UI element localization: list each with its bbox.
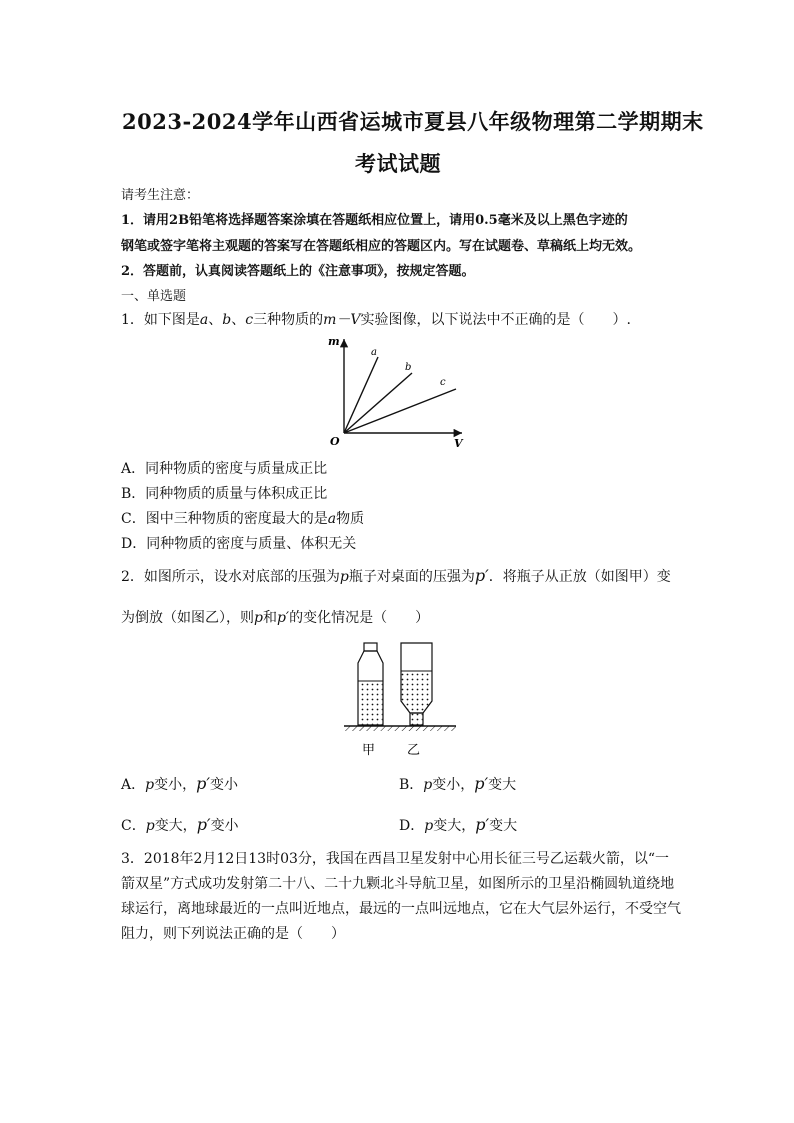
q1-option-b: B．同种物质的质量与体积成正比 <box>121 486 328 502</box>
q1-option-a: A．同种物质的密度与质量成正比 <box>121 461 328 477</box>
q1-graph-origin: O <box>330 435 340 448</box>
q2-opt-a-post: 变小 <box>209 777 238 793</box>
q2-bottle-yi <box>401 643 432 725</box>
q1-graph-label-b: b <box>405 362 412 373</box>
q2-opt-b-p: p <box>423 777 433 793</box>
q2-stem-line1 <box>121 566 671 586</box>
q2-option-a <box>121 774 238 794</box>
q1-sep1: 、 <box>208 312 223 328</box>
q2-opt-c-pp: p′ <box>196 815 211 834</box>
section-title: 一、单选题 <box>121 289 187 304</box>
q1-line-b <box>344 373 412 433</box>
q2-opt-b-pp: p′ <box>474 774 489 793</box>
q1-sep2: 、 <box>231 312 246 328</box>
q3-line4: 阻力，则下列说法正确的是（ ） <box>121 926 345 942</box>
q2-option-d <box>399 815 517 835</box>
q2-opt-a-p: p <box>145 777 155 793</box>
q2-line2-c: 的变化情况是（ ） <box>289 610 430 626</box>
q1-mv-graph <box>322 333 472 448</box>
q1-formula: m－V <box>323 312 361 328</box>
q2-option-b <box>399 774 516 794</box>
q2-opt-a-pp: p′ <box>196 774 210 793</box>
q2-opt-a-mid: 变小， <box>154 777 197 793</box>
q1-graph-label-a: a <box>371 347 377 358</box>
q2-opt-d-pp: p′ <box>475 815 490 834</box>
q2-opt-d-pre: D． <box>399 818 425 834</box>
q2-opt-a-pre: A． <box>121 777 146 793</box>
q3-line3: 球运行，离地球最近的一点叫近地点，最远的一点叫远地点，它在大气层外运行，不受空气 <box>121 901 681 917</box>
q2-opt-c-p: p <box>145 818 155 834</box>
q1-graph-label-c: c <box>440 377 446 388</box>
q1-option-c-post: 物质 <box>336 511 365 527</box>
q1-stem-a: 1．如下图是 <box>121 312 200 328</box>
q2-line2-pp: p′ <box>276 610 290 626</box>
q1-option-c <box>121 508 364 528</box>
q1-option-c-var: a <box>327 511 337 527</box>
q1-option-c-pre: C．图中三种物质的密度最大的是 <box>121 511 328 527</box>
notice-item1-line2: 钢笔或签字笔将主观题的答案写在答题纸相应的答题区内。写在试题卷、草稿纸上均无效。 <box>121 239 642 254</box>
q2-stem-c: ．将瓶子从正放（如图甲）变 <box>488 569 671 585</box>
q2-line2-b: 和 <box>262 610 277 626</box>
q1-graph-ylabel: m <box>328 335 340 348</box>
q2-opt-c-pre: C． <box>121 818 146 834</box>
q1-graph-xlabel: V <box>454 437 463 448</box>
q2-line2-a: 为倒放（如图乙），则 <box>121 610 254 626</box>
q3-line1: 3．2018年2月12日13时03分，我国在西昌卫星发射中心用长征三号乙运载火箭，以“一 <box>121 851 670 867</box>
q2-bottle-jia <box>358 643 383 725</box>
q1-stem-c: 实验图像，以下说法中不正确的是（ ）. <box>360 312 631 328</box>
page-title: 2023-2024学年山西省运城市夏县八年级物理第二学期期末 <box>122 109 704 134</box>
q2-option-c <box>121 815 239 835</box>
q2-opt-d-mid: 变大， <box>433 818 476 834</box>
q2-stem-line2 <box>121 607 429 627</box>
q1-stem <box>121 309 631 329</box>
page-title-line2: 考试试题 <box>355 151 441 176</box>
q1-var-b: b <box>222 312 232 328</box>
q2-var-pp: p′ <box>474 566 489 585</box>
q2-opt-d-post: 变大 <box>489 818 518 834</box>
q2-var-p: p <box>339 569 349 585</box>
q2-opt-b-post: 变大 <box>488 777 517 793</box>
q2-stem-b: 瓶子对桌面的压强为 <box>348 569 475 585</box>
q2-opt-c-post: 变小 <box>210 818 239 834</box>
q2-bottles-figure <box>340 637 460 762</box>
notice-item2: 2．答题前，认真阅读答题纸上的《注意事项》，按规定答题。 <box>121 264 475 279</box>
q2-opt-b-pre: B． <box>399 777 424 793</box>
q1-var-a: a <box>199 312 209 328</box>
notice-item1-line1: 1．请用2B铅笔将选择题答案涂填在答题纸相应位置上，请用0.5毫米及以上黑色字迹的 <box>121 213 628 228</box>
notice-heading: 请考生注意： <box>121 188 200 203</box>
q2-line2-p: p <box>254 610 263 626</box>
q2-opt-d-p: p <box>424 818 434 834</box>
q2-label-yi: 乙 <box>407 743 421 758</box>
q2-opt-b-mid: 变小， <box>432 777 475 793</box>
q2-table-hatch <box>344 726 456 731</box>
q2-opt-c-mid: 变大， <box>154 818 197 834</box>
q1-stem-b: 三种物质的 <box>253 312 324 328</box>
q2-label-jia: 甲 <box>362 743 376 758</box>
q1-option-d: D．同种物质的密度与质量、体积无关 <box>121 536 357 552</box>
q3-line2: 箭双星”方式成功发射第二十八、二十九颗北斗导航卫星，如图所示的卫星沿椭圆轨道绕地 <box>121 876 675 892</box>
q2-stem-a: 2．如图所示，设水对底部的压强为 <box>121 569 340 585</box>
q1-var-c: c <box>245 312 254 328</box>
